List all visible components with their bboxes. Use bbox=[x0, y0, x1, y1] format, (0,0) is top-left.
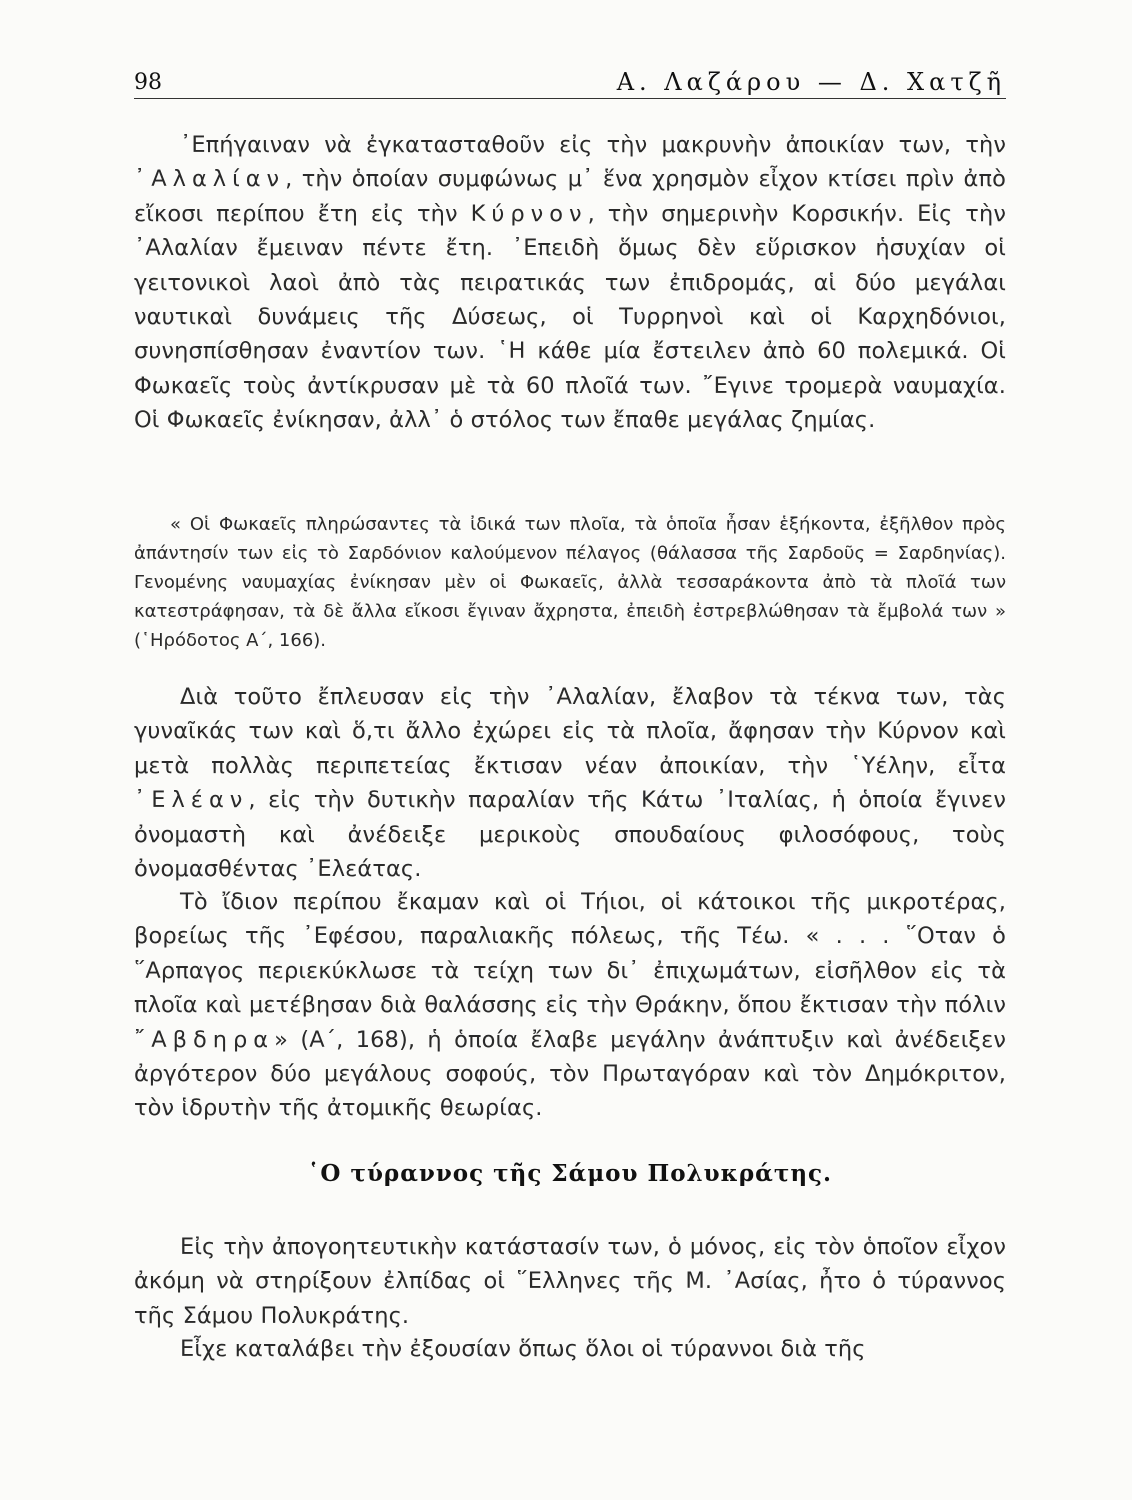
paragraph-2 bbox=[134, 680, 1006, 886]
paragraph-text: Εἰς τὴν ἀπογοητευτικὴν κατάστασίν των, ὁ μόνος, εἰς τὸν ὁποῖον εἶχον ἀκόμη νὰ στηρίξουν ἐλπίδας οἱ ῞Ελληνες τῆς Μ. ᾿Ασίας, ἦτο ὁ τύραννος τῆς Σάμου Πολυκράτης. bbox=[134, 1234, 1006, 1329]
paragraph-text: ᾿Επήγαιναν νὰ ἐγκατασταθοῦν εἰς τὴν μακρυνὴν ἀποικίαν των, τὴν ᾿Αλαλίαν, τὴν ὁποίαν συμφώνως μ᾿ ἕνα χρησμὸν εἶχον κτίσει πρὶν ἀπὸ εἴκοσι περίπου ἔτη εἰς τὴν Κύρνον, τὴν σημερινὴν Κορσικήν. Εἰς τὴν ᾿Αλαλίαν ἔμειναν πέντε ἔτη. ᾿Επειδὴ ὅμως δὲν εὕρισκον ἡσυχίαν οἱ γειτονικοὶ λαοὶ ἀπὸ τὰς πειρατικάς των ἐπιδρομάς, αἱ δύο μεγάλαι ναυτικαὶ δυνάμεις τῆς Δύσεως, οἱ Τυρρηνοὶ καὶ οἱ Καρχηδόνιοι, συνησπίσθησαν ἐναντίον των. ῾Η κάθε μία ἔστειλεν ἀπὸ 60 πολεμικά. Οἱ Φωκαεῖς τοὺς ἀντίκρυσαν μὲ τὰ 60 πλοῖά των. ῎Εγινε τρομερὰ ναυμαχία. Οἱ Φωκαεῖς ἐνίκησαν, ἀλλ᾿ ὁ στόλος των ἔπαθε μεγάλας ζημίας. bbox=[134, 132, 1006, 434]
spaced-name: ᾿Ελέαν bbox=[134, 787, 249, 814]
paragraph-text: Διὰ τοῦτο ἔπλευσαν εἰς τὴν ᾿Αλαλίαν, ἔλαβον τὰ τέκνα των, τὰς γυναῖκάς των καὶ ὅ,τι ἄλλο ἐχώρει εἰς τὰ πλοῖα, ἄφησαν τὴν Κύρνον καὶ μετὰ πολλὰς περιπετείας ἔκτισαν νέαν ἀποικίαν, τὴν ῾Υέλην, εἶτα ᾿Ελέαν, εἰς τὴν δυτικὴν παραλίαν τῆς Κάτω ᾿Ιταλίας, ἡ ὁποία ἔγινεν ὀνομαστὴ καὶ ἀνέδειξε μερικοὺς σπουδαίους φιλοσόφους, τοὺς ὀνομασθέντας ᾿Ελεάτας. bbox=[134, 684, 1006, 883]
quote-text: « Οἱ Φωκαεῖς πληρώσαντες τὰ ἰδικά των πλοῖα, τὰ ὁποῖα ἦσαν ἑξήκοντα, ἐξῆλθον πρὸς ἀπάντησίν των εἰς τὸ Σαρδόνιον καλούμενον πέλαγος (θάλασσα τῆς Σαρδοῦς = Σαρδηνίας). Γενομένης ναυμαχίας ἐνίκησαν μὲν οἱ Φωκαεῖς, ἀλλὰ τεσσαράκοντα ἀπὸ τὰ πλοῖά των κατεστράφησαν, τὰ δὲ ἄλλα εἴκοσι ἔγιναν ἄχρηστα, ἐπειδὴ ἐστρεβλώθησαν τὰ ἔμβολά των » (῾Ηρόδοτος Α΄, 166). bbox=[134, 514, 1006, 651]
paragraph-4 bbox=[134, 1230, 1006, 1333]
paragraph-5 bbox=[134, 1332, 1006, 1366]
section-heading: ῾Ο τύραννος τῆς Σάμου Πολυκράτης. bbox=[307, 1160, 833, 1187]
page-number: 98 bbox=[134, 70, 162, 95]
herodotus-quote bbox=[134, 510, 1006, 655]
paragraph-text: Τὸ ἴδιον περίπου ἔκαμαν καὶ οἱ Τήιοι, οἱ κάτοικοι τῆς μικροτέρας, βορείως τῆς ᾿Εφέσου, παραλιακῆς πόλεως, τῆς Τέω. « . . . ῞Οταν ὁ ῞Αρπαγος περιεκύκλωσε τὰ τείχη των δι᾿ ἐπιχωμάτων, εἰσῆλθον εἰς τὰ πλοῖα καὶ μετέβησαν διὰ θαλάσσης εἰς τὴν Θράκην, ὅπου ἔκτισαν τὴν πόλιν ῎Αβδηρα» (Α΄, 168), ἡ ὁποία ἔλαβε μεγάλην ἀνάπτυξιν καὶ ἀνέδειξεν ἀργότερον δύο μεγάλους σοφούς, τὸν Πρωταγόραν καὶ τὸν Δημόκριτον, τὸν ἱδρυτὴν τῆς ἀτομικῆς θεωρίας. bbox=[134, 889, 1006, 1122]
running-title: Α. Λαζάρου — Δ. Χατζῆ bbox=[616, 68, 1006, 96]
paragraph-3 bbox=[134, 885, 1006, 1126]
page-header bbox=[134, 66, 1006, 99]
spaced-name: ᾿Αλαλίαν bbox=[134, 166, 286, 193]
paragraph-1 bbox=[134, 128, 1006, 438]
paragraph-text: Εἶχε καταλάβει τὴν ἐξουσίαν ὅπως ὅλοι οἱ τύραννοι διὰ τῆς bbox=[180, 1336, 866, 1362]
spaced-name: ῎Αβδηρα bbox=[134, 1026, 275, 1053]
spaced-name: Κύρνον bbox=[470, 200, 588, 227]
